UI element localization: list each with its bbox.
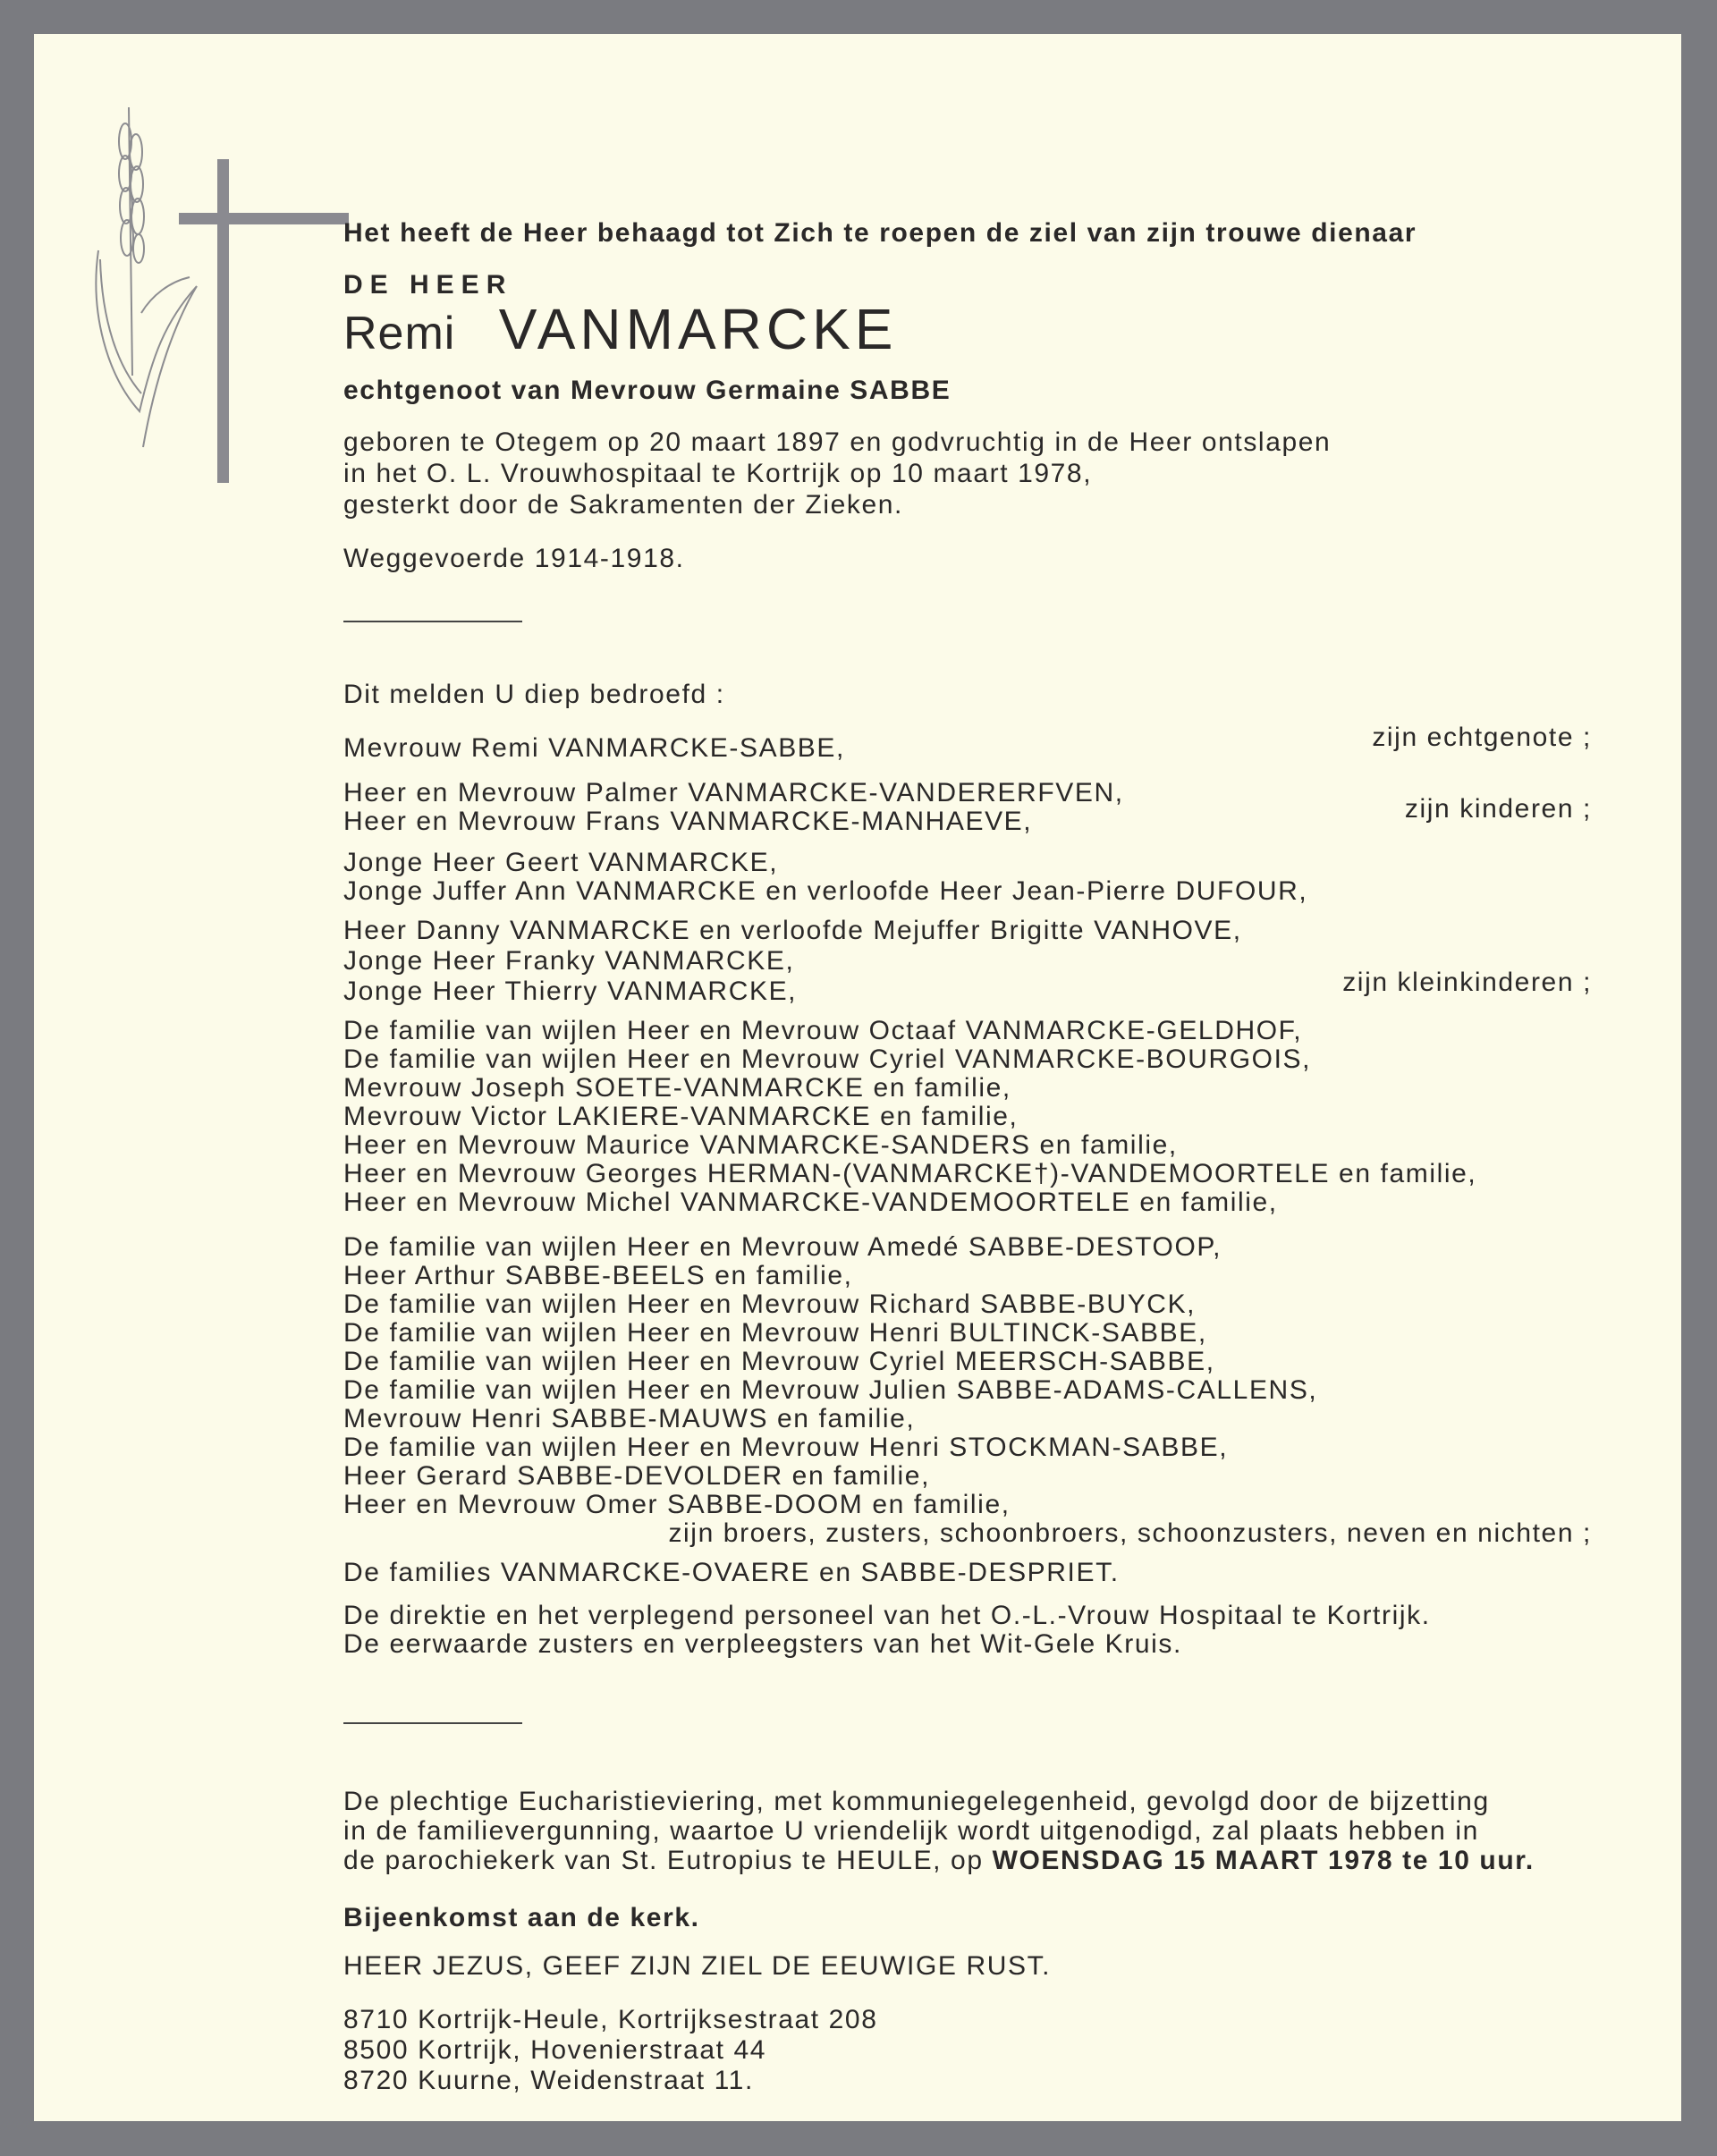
mourner-line: Heer en Mevrouw Georges HERMAN-(VANMARCKE†)-VANDEMOORTELE en familie, — [343, 1159, 1477, 1188]
mourner-line: De families VANMARCKE-OVAERE en SABBE-DESPRIET. — [343, 1558, 1120, 1587]
mourner-line: Jonge Heer Franky VANMARCKE, — [343, 946, 795, 976]
relation-label: zijn kleinkinderen ; — [1342, 968, 1592, 997]
address-line: 8500 Kortrijk, Hovenierstraat 44 — [343, 2035, 767, 2065]
mourner-line: De familie van wijlen Heer en Mevrouw Richard SABBE-BUYCK, — [343, 1289, 1197, 1319]
memorial-card — [34, 34, 1681, 2121]
mourner-line: De familie van wijlen Heer en Mevrouw Cyriel MEERSCH-SABBE, — [343, 1347, 1215, 1376]
intro-text: Het heeft de Heer behaagd tot Zich te roepen de ziel van zijn trouwe dienaar — [343, 218, 1417, 248]
service-text: de parochiekerk van St. Eutropius te HEULE, op — [343, 1846, 984, 1875]
address-line: 8710 Kortrijk-Heule, Kortrijksestraat 208 — [343, 2005, 878, 2034]
mourner-line: De familie van wijlen Heer en Mevrouw Henri STOCKMAN-SABBE, — [343, 1433, 1229, 1462]
mourner-line: De familie van wijlen Heer en Mevrouw Julien SABBE-ADAMS-CALLENS, — [343, 1375, 1318, 1405]
mourner-line: Jonge Juffer Ann VANMARCKE en verloofde Heer Jean-Pierre DUFOUR, — [343, 876, 1308, 906]
prayer-text: HEER JEZUS, GEEF ZIJN ZIEL DE EEUWIGE RUST. — [343, 1951, 1052, 1981]
life-line: in het O. L. Vrouwhospitaal te Kortrijk op 10 maart 1978, — [343, 459, 1093, 488]
mourner-line: Mevrouw Henri SABBE-MAUWS en familie, — [343, 1404, 916, 1433]
cross-with-wheat-icon — [89, 107, 349, 483]
announce-text: Dit melden U diep bedroefd : — [343, 680, 725, 709]
deportee-note: Weggevoerde 1914-1918. — [343, 544, 685, 573]
title-prefix: DE HEER — [343, 270, 513, 300]
mourner-line: De familie van wijlen Heer en Mevrouw Henri BULTINCK-SABBE, — [343, 1318, 1207, 1348]
mourner-line: Heer en Mevrouw Omer SABBE-DOOM en familie, — [343, 1490, 1011, 1519]
mourner-line: Heer Arthur SABBE-BEELS en familie, — [343, 1261, 853, 1290]
mourner-line: De familie van wijlen Heer en Mevrouw Octaaf VANMARCKE-GELDHOF, — [343, 1016, 1303, 1045]
mourner-line: De familie van wijlen Heer en Mevrouw Cyriel VANMARCKE-BOURGOIS, — [343, 1044, 1312, 1074]
relation-label: zijn kinderen ; — [1404, 794, 1592, 824]
first-name: Remi — [343, 308, 456, 359]
mourner-line: Mevrouw Victor LAKIERE-VANMARCKE en familie, — [343, 1102, 1019, 1131]
mourner-line: Heer en Mevrouw Frans VANMARCKE-MANHAEVE, — [343, 807, 1033, 836]
deceased-name — [343, 297, 898, 361]
service-date: WOENSDAG 15 MAART 1978 te 10 uur. — [992, 1846, 1535, 1875]
relation-label: zijn broers, zusters, schoonbroers, schoonzusters, neven en nichten ; — [668, 1518, 1592, 1548]
gathering-text: Bijeenkomst aan de kerk. — [343, 1903, 700, 1932]
mourner-line: Heer en Mevrouw Palmer VANMARCKE-VANDERERFVEN, — [343, 778, 1124, 807]
life-line: gesterkt door de Sakramenten der Zieken. — [343, 490, 903, 520]
mourner-line: De eerwaarde zusters en verpleegsters van het Wit-Gele Kruis. — [343, 1629, 1182, 1659]
service-line: in de familievergunning, waartoe U vriendelijk wordt uitgenodigd, zal plaats hebben in — [343, 1816, 1479, 1846]
service-line — [343, 1846, 1535, 1876]
divider — [343, 621, 522, 622]
mourner-line: Heer Danny VANMARCKE en verloofde Mejuffer Brigitte VANHOVE, — [343, 916, 1242, 945]
mourner-line: Mevrouw Remi VANMARCKE-SABBE, — [343, 733, 845, 763]
last-name: VANMARCKE — [498, 297, 898, 361]
mourner-line: Jonge Heer Geert VANMARCKE, — [343, 848, 779, 877]
divider — [343, 1722, 522, 1724]
mourner-line: De familie van wijlen Heer en Mevrouw Amedé SABBE-DESTOOP, — [343, 1232, 1222, 1262]
address-line: 8720 Kuurne, Weidenstraat 11. — [343, 2066, 754, 2095]
spouse-line: echtgenoot van Mevrouw Germaine SABBE — [343, 376, 952, 405]
mourner-line: Mevrouw Joseph SOETE-VANMARCKE en familie, — [343, 1073, 1011, 1103]
mourner-line: Heer Gerard SABBE-DEVOLDER en familie, — [343, 1461, 931, 1491]
mourner-line: De direktie en het verplegend personeel van het O.-L.-Vrouw Hospitaal te Kortrijk. — [343, 1601, 1431, 1630]
mourner-line: Heer en Mevrouw Maurice VANMARCKE-SANDERS en familie, — [343, 1130, 1178, 1160]
service-line: De plechtige Eucharistieviering, met kommuniegelegenheid, gevolgd door de bijzetting — [343, 1787, 1490, 1816]
mourner-line: Heer en Mevrouw Michel VANMARCKE-VANDEMOORTELE en familie, — [343, 1188, 1278, 1217]
relation-label: zijn echtgenote ; — [1372, 723, 1592, 752]
mourner-line: Jonge Heer Thierry VANMARCKE, — [343, 977, 798, 1006]
life-line: geboren te Otegem op 20 maart 1897 en godvruchtig in de Heer ontslapen — [343, 427, 1332, 457]
